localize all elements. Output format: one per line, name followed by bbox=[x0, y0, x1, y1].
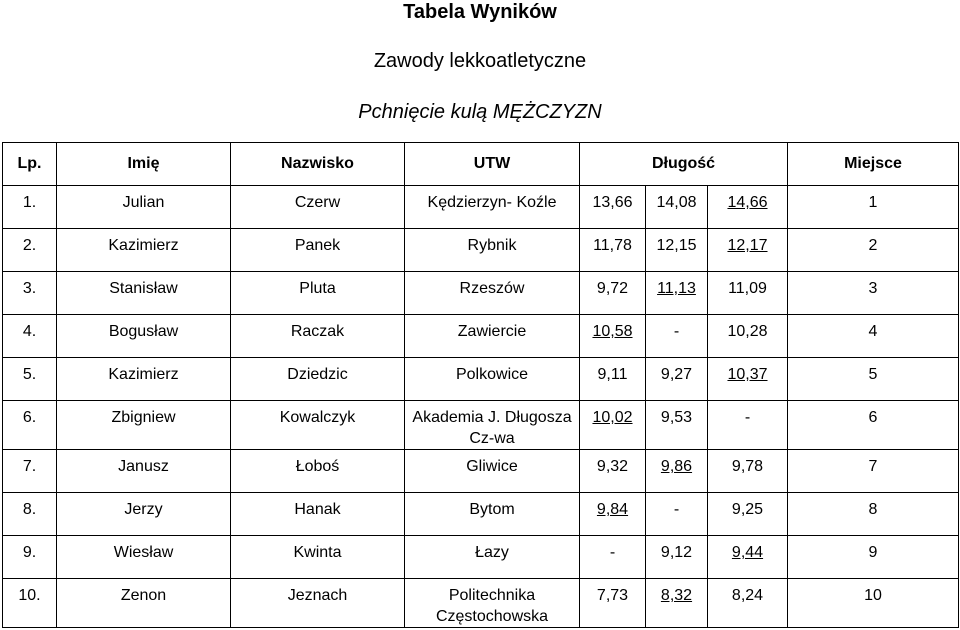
cell-attempt-3: 9,25 bbox=[708, 493, 788, 536]
header-miejsce: Miejsce bbox=[788, 143, 959, 186]
cell-attempt-2: 12,15 bbox=[646, 229, 708, 272]
cell-nazwisko: Czerw bbox=[231, 186, 405, 229]
event-name: Pchnięcie kulą MĘŻCZYZN bbox=[358, 101, 602, 123]
cell-attempt-2: 9,86 bbox=[646, 450, 708, 493]
cell-imie: Bogusław bbox=[57, 315, 231, 358]
cell-nazwisko: Dziedzic bbox=[231, 358, 405, 401]
cell-imie: Wiesław bbox=[57, 536, 231, 579]
cell-miejsce: 2 bbox=[788, 229, 959, 272]
cell-attempt-2: 9,27 bbox=[646, 358, 708, 401]
cell-miejsce: 7 bbox=[788, 450, 959, 493]
cell-miejsce: 10 bbox=[788, 579, 959, 628]
cell-miejsce: 3 bbox=[788, 272, 959, 315]
header-utw: UTW bbox=[405, 143, 580, 186]
cell-utw: Zawiercie bbox=[405, 315, 580, 358]
table-row bbox=[3, 315, 959, 358]
cell-lp: 7. bbox=[3, 450, 57, 493]
cell-miejsce: 4 bbox=[788, 315, 959, 358]
cell-attempt-2: 14,08 bbox=[646, 186, 708, 229]
cell-miejsce: 8 bbox=[788, 493, 959, 536]
cell-imie: Zenon bbox=[57, 579, 231, 628]
cell-imie: Kazimierz bbox=[57, 229, 231, 272]
table-row bbox=[3, 536, 959, 579]
cell-lp: 3. bbox=[3, 272, 57, 315]
cell-attempt-3: - bbox=[708, 401, 788, 450]
cell-attempt-1: 9,11 bbox=[580, 358, 646, 401]
table-row bbox=[3, 186, 959, 229]
cell-nazwisko: Kowalczyk bbox=[231, 401, 405, 450]
results-table bbox=[2, 142, 959, 628]
header-lp: Lp. bbox=[3, 143, 57, 186]
cell-lp: 5. bbox=[3, 358, 57, 401]
cell-utw: Akademia J. Długosza Cz-wa bbox=[405, 401, 580, 450]
cell-utw: Polkowice bbox=[405, 358, 580, 401]
cell-attempt-2: - bbox=[646, 315, 708, 358]
table-header-row bbox=[3, 143, 959, 186]
cell-imie: Jerzy bbox=[57, 493, 231, 536]
table-row bbox=[3, 229, 959, 272]
table-row bbox=[3, 401, 959, 450]
cell-lp: 6. bbox=[3, 401, 57, 450]
cell-miejsce: 6 bbox=[788, 401, 959, 450]
cell-attempt-3: 9,78 bbox=[708, 450, 788, 493]
cell-lp: 2. bbox=[3, 229, 57, 272]
cell-nazwisko: Jeznach bbox=[231, 579, 405, 628]
cell-utw: Rzeszów bbox=[405, 272, 580, 315]
cell-attempt-1: 9,32 bbox=[580, 450, 646, 493]
cell-attempt-1: 9,84 bbox=[580, 493, 646, 536]
cell-lp: 4. bbox=[3, 315, 57, 358]
cell-miejsce: 9 bbox=[788, 536, 959, 579]
cell-attempt-3: 14,66 bbox=[708, 186, 788, 229]
cell-attempt-1: 13,66 bbox=[580, 186, 646, 229]
header-imie: Imię bbox=[57, 143, 231, 186]
cell-imie: Zbigniew bbox=[57, 401, 231, 450]
cell-attempt-3: 10,37 bbox=[708, 358, 788, 401]
table-row bbox=[3, 450, 959, 493]
cell-utw: Politechnika Częstochowska bbox=[405, 579, 580, 628]
page-title: Tabela Wyników bbox=[403, 1, 557, 23]
cell-miejsce: 1 bbox=[788, 186, 959, 229]
cell-imie: Kazimierz bbox=[57, 358, 231, 401]
table-row bbox=[3, 579, 959, 628]
cell-attempt-1: 11,78 bbox=[580, 229, 646, 272]
cell-nazwisko: Łoboś bbox=[231, 450, 405, 493]
cell-attempt-3: 12,17 bbox=[708, 229, 788, 272]
cell-utw: Kędzierzyn- Koźle bbox=[405, 186, 580, 229]
header-nazwisko: Nazwisko bbox=[231, 143, 405, 186]
cell-attempt-1: 7,73 bbox=[580, 579, 646, 628]
cell-lp: 8. bbox=[3, 493, 57, 536]
cell-utw: Gliwice bbox=[405, 450, 580, 493]
cell-attempt-2: 8,32 bbox=[646, 579, 708, 628]
cell-attempt-1: 9,72 bbox=[580, 272, 646, 315]
header-dlugosc: Długość bbox=[580, 143, 788, 186]
table-row bbox=[3, 358, 959, 401]
cell-attempt-1: 10,02 bbox=[580, 401, 646, 450]
cell-attempt-3: 8,24 bbox=[708, 579, 788, 628]
cell-attempt-3: 9,44 bbox=[708, 536, 788, 579]
cell-attempt-2: 11,13 bbox=[646, 272, 708, 315]
cell-imie: Stanisław bbox=[57, 272, 231, 315]
cell-imie: Janusz bbox=[57, 450, 231, 493]
cell-nazwisko: Kwinta bbox=[231, 536, 405, 579]
table-row bbox=[3, 272, 959, 315]
competition-name: Zawody lekkoatletyczne bbox=[373, 50, 587, 72]
cell-lp: 9. bbox=[3, 536, 57, 579]
cell-attempt-3: 11,09 bbox=[708, 272, 788, 315]
cell-nazwisko: Raczak bbox=[231, 315, 405, 358]
cell-attempt-1: 10,58 bbox=[580, 315, 646, 358]
cell-attempt-2: - bbox=[646, 493, 708, 536]
cell-miejsce: 5 bbox=[788, 358, 959, 401]
cell-attempt-1: - bbox=[580, 536, 646, 579]
table-row bbox=[3, 493, 959, 536]
cell-nazwisko: Pluta bbox=[231, 272, 405, 315]
cell-imie: Julian bbox=[57, 186, 231, 229]
cell-attempt-3: 10,28 bbox=[708, 315, 788, 358]
cell-lp: 1. bbox=[3, 186, 57, 229]
cell-nazwisko: Panek bbox=[231, 229, 405, 272]
results-body bbox=[3, 186, 959, 628]
cell-attempt-2: 9,53 bbox=[646, 401, 708, 450]
cell-utw: Łazy bbox=[405, 536, 580, 579]
cell-attempt-2: 9,12 bbox=[646, 536, 708, 579]
cell-utw: Rybnik bbox=[405, 229, 580, 272]
cell-lp: 10. bbox=[3, 579, 57, 628]
cell-nazwisko: Hanak bbox=[231, 493, 405, 536]
cell-utw: Bytom bbox=[405, 493, 580, 536]
